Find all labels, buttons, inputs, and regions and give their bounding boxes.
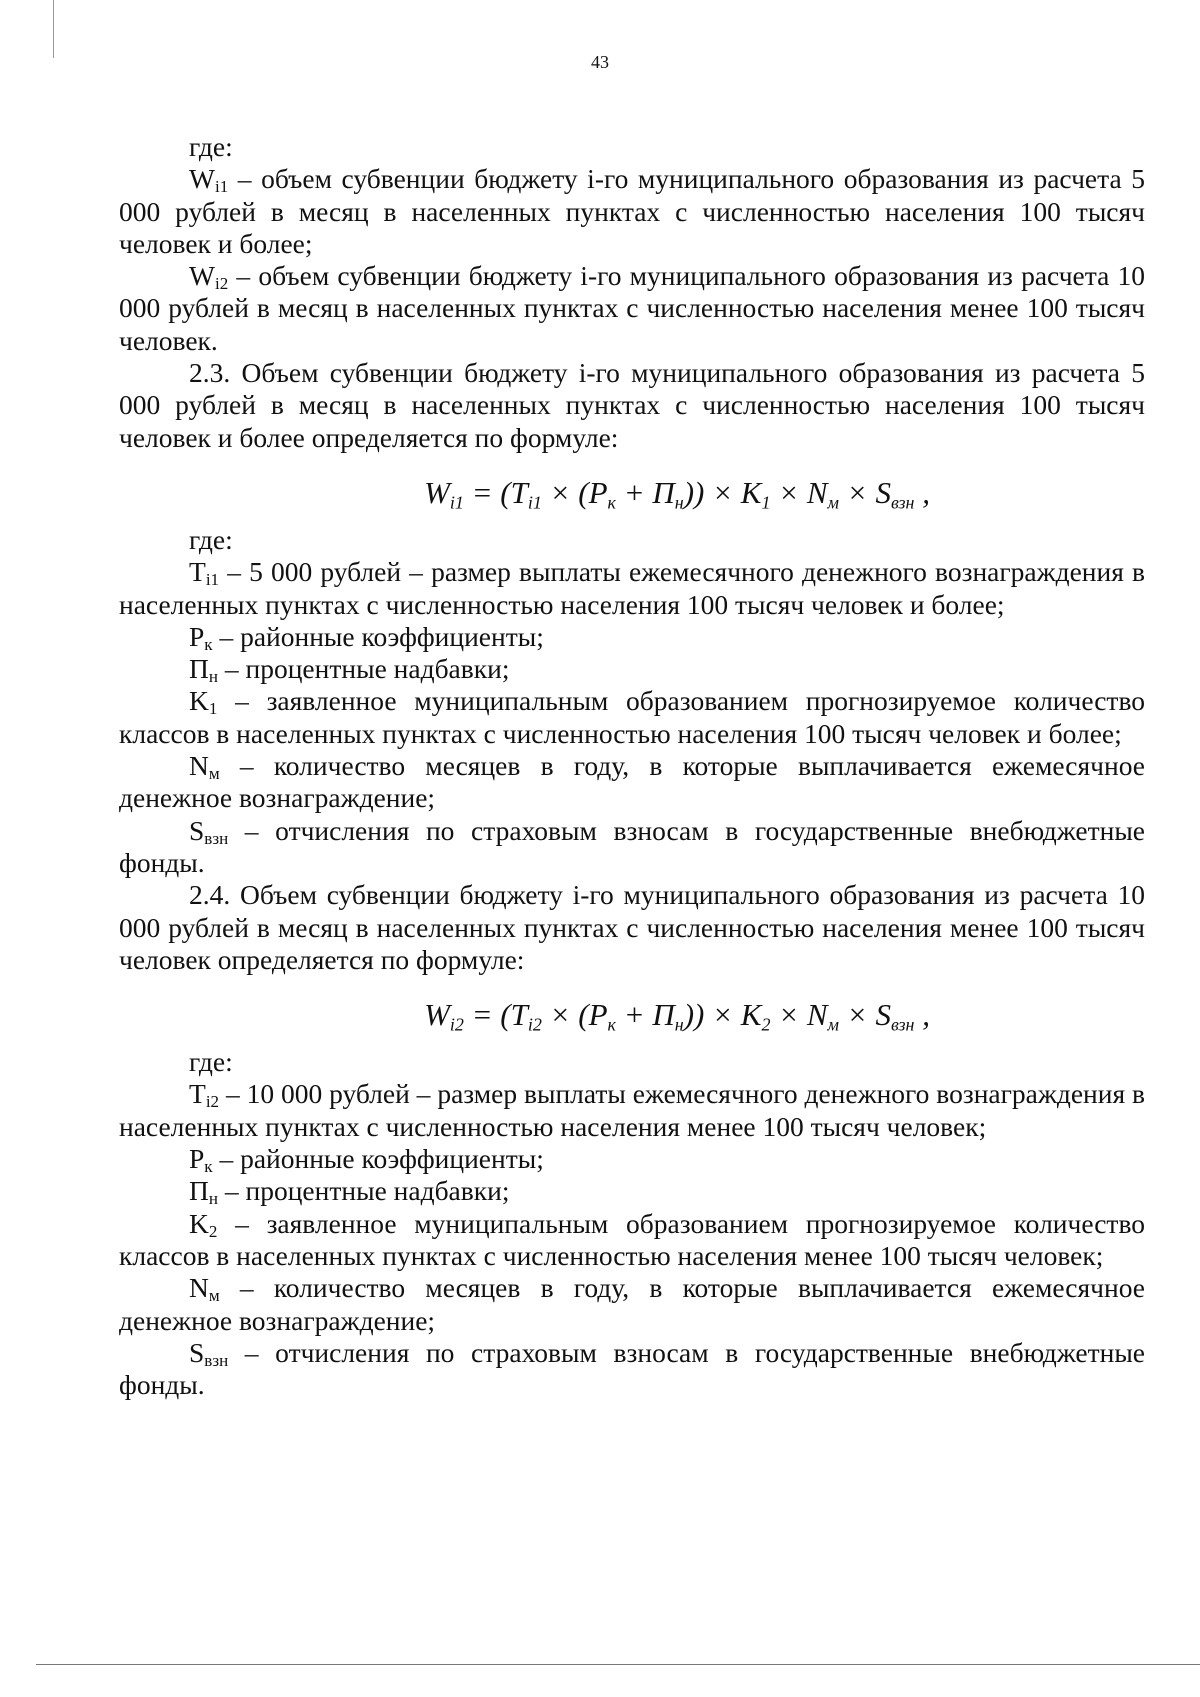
document-body xyxy=(119,131,1145,1401)
definition-p-k: $P_к$ – районные коэффициенты; xyxy=(189,1143,544,1176)
definition-w-i2: $W_{i2}$ – объем субвенции бюджету i-го муниципального образования из расчета 10 000 рублей в месяц в населенных пунктах с численностью населения менее 100 тысяч человек. xyxy=(119,260,1145,356)
definition-k-1: $K_1$ – заявленное муниципальным образованием прогнозируемое количество классов в населенных пунктах с численностью населения 100 тысяч человек и более; xyxy=(119,685,1145,749)
definition-pi-n: $П_н$ – процентные надбавки; xyxy=(189,653,510,686)
scan-artifact-line xyxy=(53,0,54,58)
definition-w-i1: $W_{i1}$ – объем субвенции бюджету i-го муниципального образования из расчета 5 000 рублей в месяц в населенных пунктах с численностью населения 100 тысяч человек и более; xyxy=(119,163,1145,259)
formula-w-i2: $W_{i2} = (T_{i2} \times (P_к + П_н)) \times K_2 \times N_м \times S_{взн}$ , xyxy=(424,997,930,1035)
definition-t-i2: $T_{i2} - 10$ 000 рублей – размер выплаты ежемесячного денежного вознаграждения в населенных пунктах с численностью населения менее 100 тысяч человек; xyxy=(119,1078,1145,1142)
where-label: где: xyxy=(189,1046,233,1078)
where-label: где: xyxy=(189,523,233,555)
definition-k-2: $K_2$ – заявленное муниципальным образованием прогнозируемое количество классов в населенных пунктах с численностью населения менее 100 тысяч человек; xyxy=(119,1207,1145,1271)
definition-n-m: $N_м$ – количество месяцев в году, в которые выплачивается ежемесячное денежное вознаграждение; xyxy=(119,750,1145,814)
page-number: 43 xyxy=(591,52,609,72)
definition-s-vzn: $S_{взн}$ – отчисления по страховым взносам в государственные внебюджетные фонды. xyxy=(119,1336,1145,1401)
bottom-scan-edge xyxy=(36,1664,1200,1665)
section-2-3-text: 2.3. Объем субвенции бюджету i-го муниципального образования из расчета 5 000 рублей в месяц в населенных пунктах с численностью населения 100 тысяч человек и более определяется по формуле: xyxy=(119,357,1145,453)
definition-s-vzn: $S_{взн}$ – отчисления по страховым взносам в государственные внебюджетные фонды. xyxy=(119,814,1145,878)
definition-t-i1: $T_{i1} - 5$ 000 рублей – размер выплаты ежемесячного денежного вознаграждения в населенных пунктах с численностью населения 100 тысяч человек и более; xyxy=(119,556,1145,620)
definition-p-k: $P_к$ – районные коэффициенты; xyxy=(189,620,544,654)
formula-w-i1: $W_{i1} = (T_{i1} \times (P_к + П_н)) \times K_1 \times N_м \times S_{взн}$ , xyxy=(424,474,930,513)
definition-n-m: $N_м$ – количество месяцев в году, в которые выплачивается ежемесячное денежное вознаграждение; xyxy=(119,1272,1145,1336)
where-label: где: xyxy=(189,131,233,162)
section-2-4-text: 2.4. Объем субвенции бюджету i-го муниципального образования из расчета 10 000 рублей в месяц в населенных пунктах с численностью населения менее 100 тысяч человек определяется по формуле: xyxy=(119,879,1145,975)
definition-pi-n: $П_н$ – процентные надбавки; xyxy=(189,1175,510,1209)
